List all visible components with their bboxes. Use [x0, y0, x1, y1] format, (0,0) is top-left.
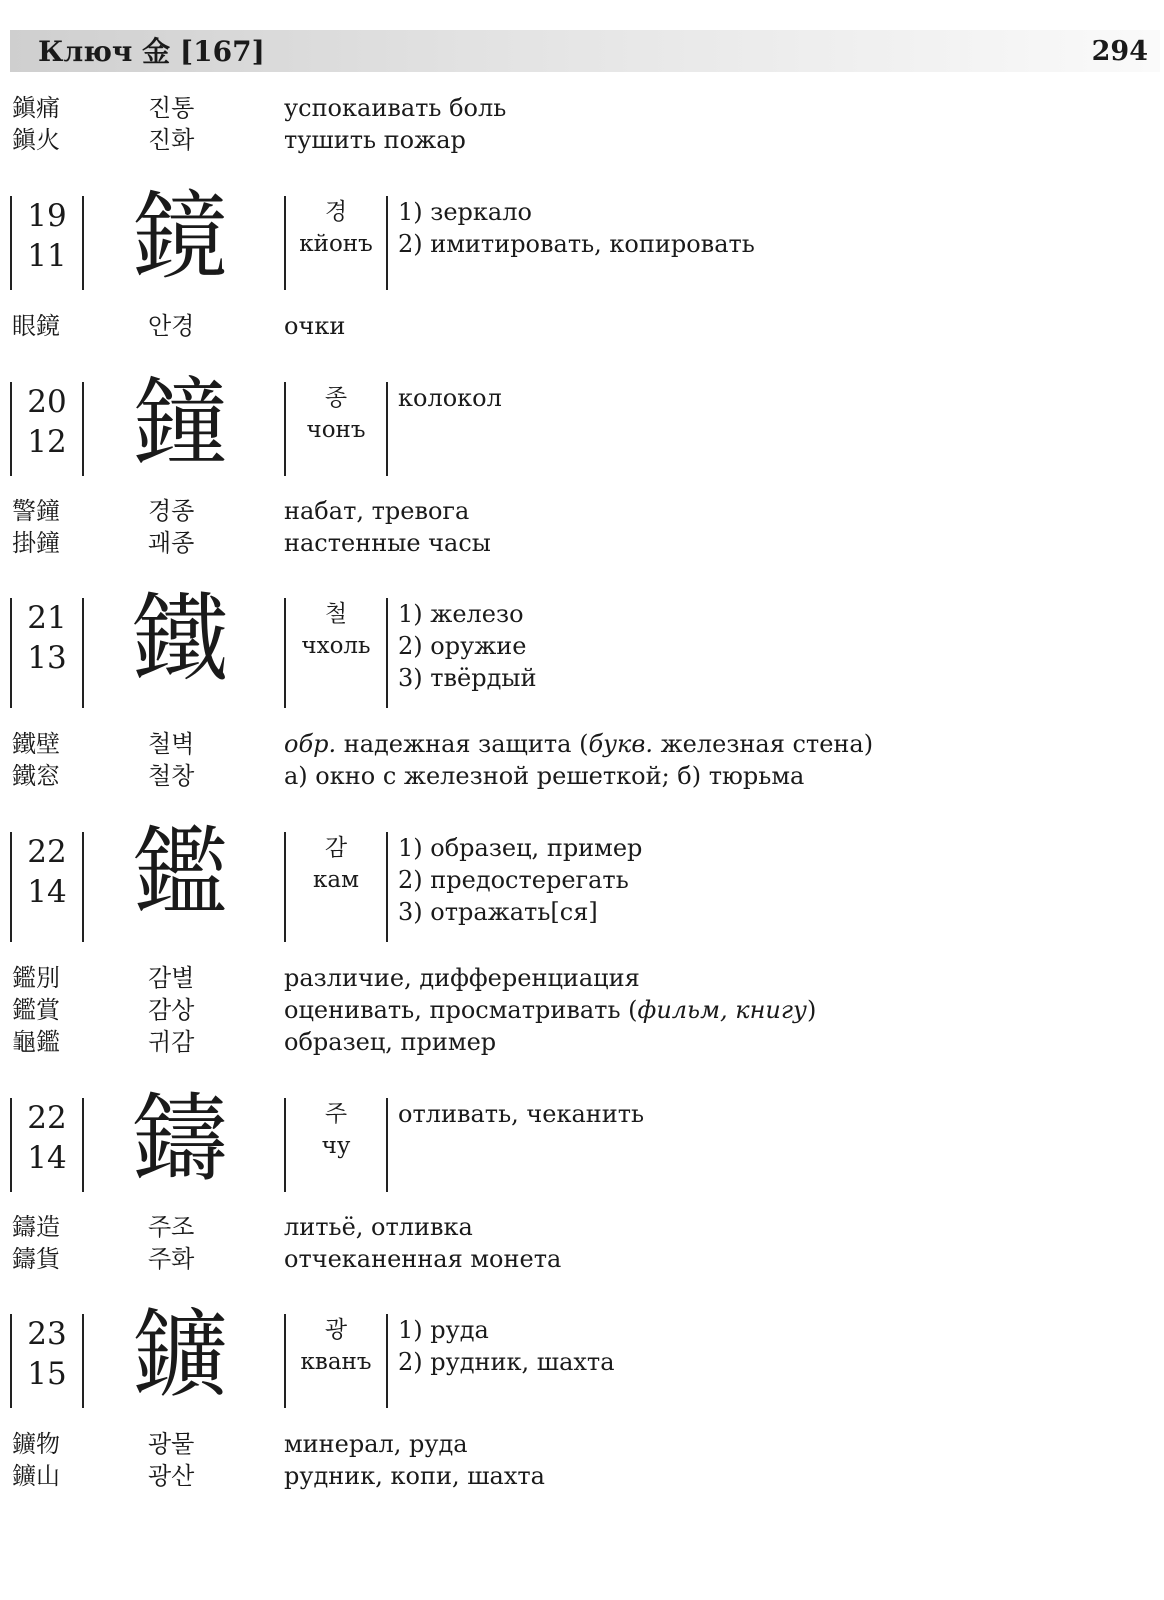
word-hanja: 掛鐘: [12, 529, 60, 557]
total-strokes: 22: [27, 834, 67, 870]
word-hangul: 광물: [148, 1430, 195, 1458]
definition: 2) предостерегать: [398, 866, 629, 894]
stroke-count-box: [10, 598, 84, 708]
word-hanja: 眼鏡: [12, 312, 60, 340]
word-hanja: 鑄造: [12, 1213, 60, 1241]
reading-transcription: кам: [313, 867, 359, 893]
total-strokes: 22: [27, 1100, 67, 1136]
stroke-count-box: [10, 1314, 84, 1408]
stroke-count-box: [10, 382, 84, 476]
definition: 1) железо: [398, 600, 524, 628]
head-character: 鑄: [132, 1083, 228, 1195]
extra-strokes: 13: [27, 640, 67, 676]
word-hanja: 鑛山: [12, 1462, 60, 1490]
word-hanja: 鑑別: [12, 964, 60, 992]
extra-strokes: 15: [27, 1356, 67, 1392]
word-meaning: литьё, отливка: [284, 1213, 473, 1241]
definition: колокол: [398, 384, 502, 412]
definition: 2) рудник, шахта: [398, 1348, 615, 1376]
reading-box: [284, 598, 388, 708]
page-header: [10, 30, 1160, 72]
head-character: 鐵: [132, 583, 228, 695]
character-entry: [0, 1299, 1164, 1426]
word-hanja: 鎭火: [12, 126, 60, 154]
word-hanja: 鑑賞: [12, 996, 60, 1024]
reading-transcription: кйонъ: [299, 231, 373, 257]
meaning-text: надежная защита (: [336, 730, 589, 758]
head-character: 鑛: [132, 1299, 228, 1411]
word-hangul: 안경: [148, 312, 195, 340]
total-strokes: 21: [27, 600, 67, 636]
word-meaning: различие, дифференциация: [284, 964, 640, 992]
reading-box: [284, 382, 388, 476]
word-hanja: 鐵壁: [12, 730, 60, 758]
character-entry: [0, 583, 1164, 710]
definition: 1) образец, пример: [398, 834, 643, 862]
extra-strokes: 11: [27, 238, 67, 274]
head-character: 鐘: [132, 367, 228, 479]
word-meaning: набат, тревога: [284, 497, 470, 525]
definitions: [398, 598, 537, 694]
word-hanja: 龜鑑: [12, 1028, 60, 1056]
reading-transcription: чонъ: [306, 417, 366, 443]
abbrev-italic: фильм, книгу: [637, 996, 807, 1024]
total-strokes: 19: [27, 198, 67, 234]
total-strokes: 23: [27, 1316, 67, 1352]
word-meaning: [284, 728, 873, 760]
reading-box: [284, 196, 388, 290]
word-hangul: 철벽: [148, 730, 195, 758]
meaning-text: железная стена): [652, 730, 874, 758]
word-meaning: настенные часы: [284, 529, 491, 557]
word-meaning: очки: [284, 312, 346, 340]
word-hangul: 주화: [148, 1245, 195, 1273]
word-hangul: 감상: [148, 996, 195, 1024]
word-meaning: минерал, руда: [284, 1430, 468, 1458]
abbrev-italic: букв.: [588, 730, 653, 758]
definition: 3) отражать[ся]: [398, 898, 598, 926]
reading-hangul: 철: [324, 601, 348, 627]
extra-strokes: 12: [27, 424, 67, 460]
reading-transcription: чу: [321, 1133, 351, 1159]
reading-hangul: 주: [324, 1101, 348, 1127]
word-meaning: [284, 994, 816, 1026]
word-hangul: 진화: [148, 126, 195, 154]
extra-strokes: 14: [27, 874, 67, 910]
reading-hangul: 종: [324, 385, 348, 411]
stroke-count-box: [10, 832, 84, 942]
word-meaning: а) окно с железной решеткой; б) тюрьма: [284, 762, 805, 790]
word-hangul: 감별: [148, 964, 195, 992]
word-hanja: 鑄貨: [12, 1245, 60, 1273]
meaning-text: оценивать, просматривать (: [284, 996, 638, 1024]
word-meaning: рудник, копи, шахта: [284, 1462, 545, 1490]
page-number: 294: [1091, 36, 1148, 67]
word-hanja: 鑛物: [12, 1430, 60, 1458]
total-strokes: 20: [27, 384, 67, 420]
word-hanja: 鎭痛: [12, 94, 60, 122]
abbrev-italic: обр.: [284, 730, 337, 758]
word-hangul: 주조: [148, 1213, 195, 1241]
definition: 2) оружие: [398, 632, 527, 660]
reading-hangul: 광: [324, 1317, 348, 1343]
definitions: [398, 832, 642, 928]
meaning-text: ): [806, 996, 817, 1024]
extra-strokes: 14: [27, 1140, 67, 1176]
reading-box: [284, 832, 388, 942]
definitions: [398, 382, 502, 414]
definition: 2) имитировать, копировать: [398, 230, 755, 258]
reading-hangul: 경: [324, 199, 348, 225]
word-hanja: 鐵窓: [12, 762, 60, 790]
word-hangul: 진통: [148, 94, 195, 122]
definition: 1) руда: [398, 1316, 489, 1344]
word-hangul: 괘종: [148, 529, 195, 557]
definition: отливать, чеканить: [398, 1100, 645, 1128]
reading-transcription: чхоль: [301, 633, 371, 659]
word-hangul: 철창: [148, 762, 195, 790]
stroke-count-box: [10, 1098, 84, 1192]
word-hanja: 警鐘: [12, 497, 60, 525]
head-character: 鑑: [132, 817, 228, 929]
character-entry: [0, 1083, 1164, 1210]
reading-box: [284, 1098, 388, 1192]
word-hangul: 광산: [148, 1462, 195, 1490]
head-character: 鏡: [132, 181, 228, 293]
definition: 1) зеркало: [398, 198, 532, 226]
word-meaning: отчеканенная монета: [284, 1245, 562, 1273]
reading-transcription: кванъ: [300, 1349, 372, 1375]
definitions: [398, 1314, 615, 1378]
stroke-count-box: [10, 196, 84, 290]
word-hangul: 귀감: [148, 1028, 195, 1056]
definitions: [398, 1098, 644, 1130]
character-entry: [0, 817, 1164, 944]
word-meaning: тушить пожар: [284, 126, 466, 154]
reading-box: [284, 1314, 388, 1408]
character-entry: [0, 367, 1164, 494]
word-meaning: успокаивать боль: [284, 94, 507, 122]
word-hangul: 경종: [148, 497, 195, 525]
character-entry: [0, 181, 1164, 308]
radical-title: Ключ 金 [167]: [38, 35, 265, 68]
definition: 3) твёрдый: [398, 664, 537, 692]
reading-hangul: 감: [324, 835, 348, 861]
definitions: [398, 196, 755, 260]
word-meaning: образец, пример: [284, 1028, 497, 1056]
